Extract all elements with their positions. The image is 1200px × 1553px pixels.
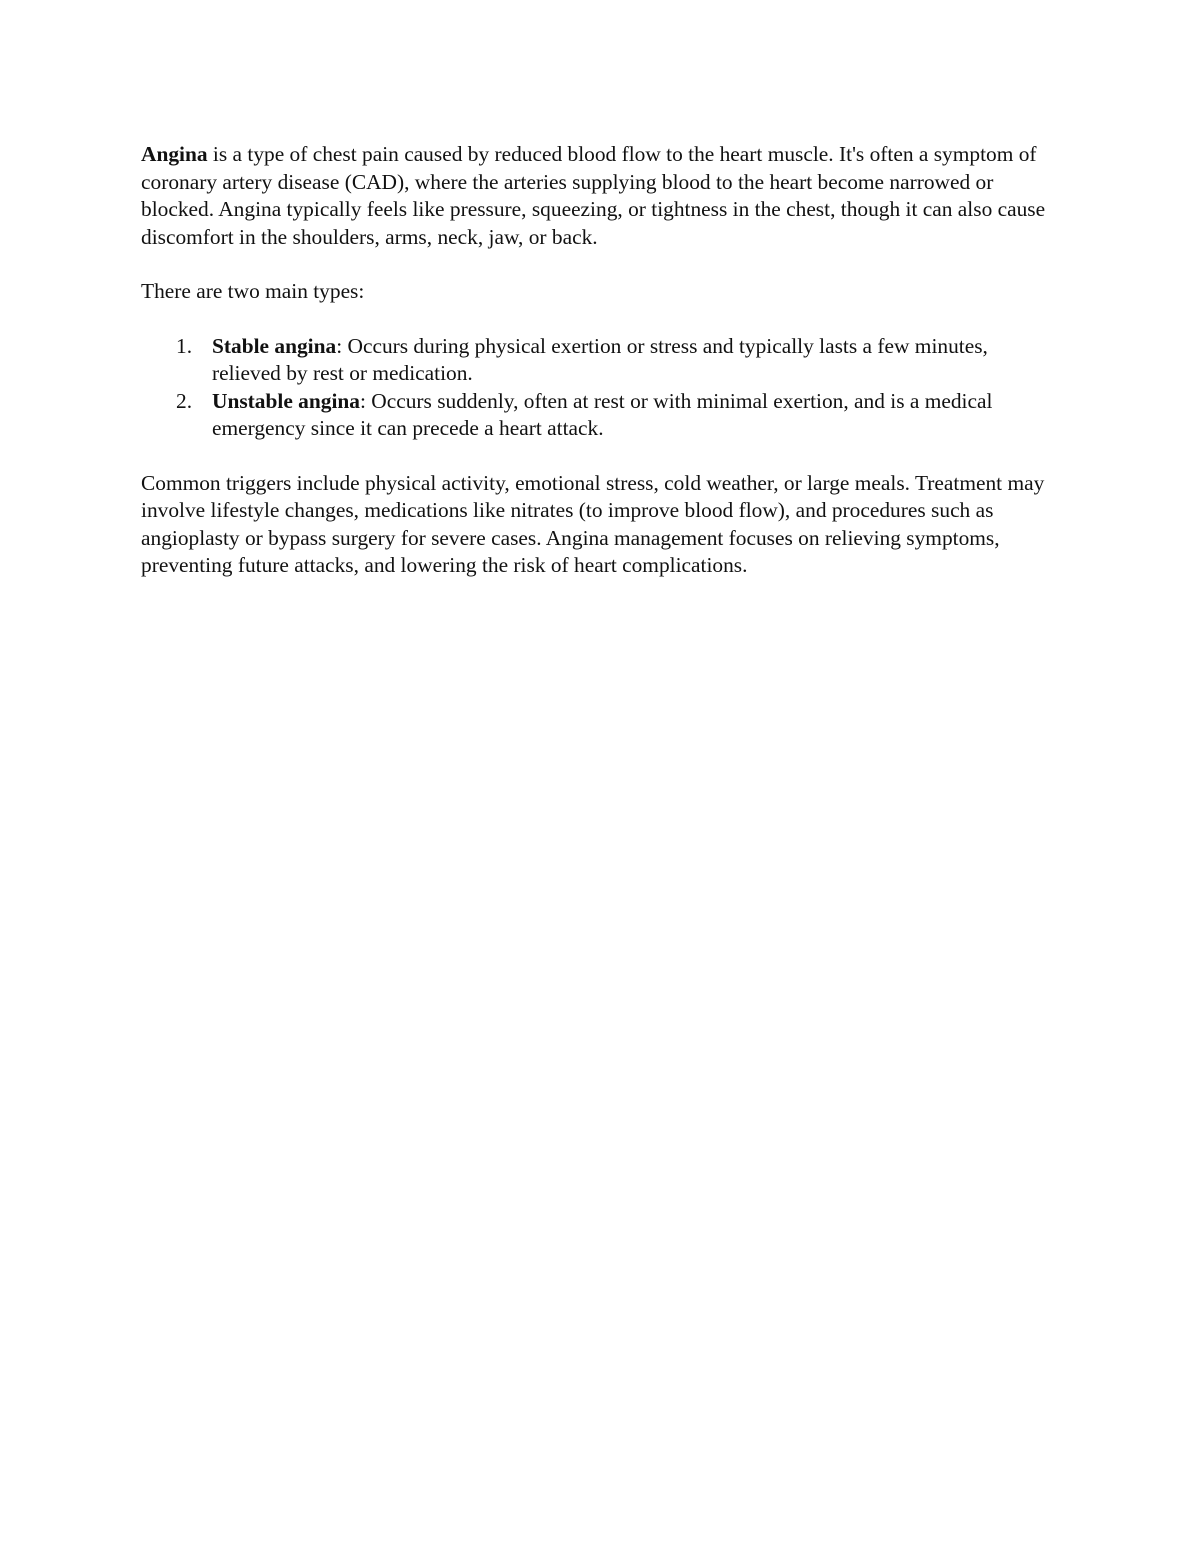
intro-text: is a type of chest pain caused by reduced blood flow to the heart muscle. It's often a symptom of coronary artery disease (CAD), where the arteries supplying blood to the heart become narrowed or blocked. Angina typically feels like pressure, squeezing, or tightness in the chest, though it can also cause discomfort in the shoulders, arms, neck, jaw, or back. [141, 142, 1046, 249]
list-item-text: : Occurs during physical exertion or stress and typically lasts a few minutes, relieved by rest or medication. [212, 333, 988, 385]
list-item-term: Unstable angina [212, 388, 360, 413]
angina-types-list [141, 333, 1061, 443]
list-item [141, 333, 1002, 388]
list-item-number: 2. [176, 388, 193, 413]
document-body [141, 141, 1061, 580]
intro-term: Angina [141, 142, 208, 166]
list-item-number: 1. [176, 333, 193, 358]
list-item [141, 388, 1002, 443]
types-intro-paragraph: There are two main types: [141, 279, 365, 303]
intro-paragraph [141, 141, 1061, 251]
list-item-text: : Occurs suddenly, often at rest or with minimal exertion, and is a medical emergency since it can precede a heart attack. [212, 388, 993, 440]
list-item-term: Stable angina [212, 333, 337, 358]
closing-paragraph: Common triggers include physical activity, emotional stress, cold weather, or large meals. Treatment may involve lifestyle changes, medications like nitrates (to improve blood flow), and procedures such as angioplasty or bypass surgery for severe cases. Angina management focuses on relieving symptoms, preventing future attacks, and lowering the risk of heart complications. [141, 470, 1045, 577]
